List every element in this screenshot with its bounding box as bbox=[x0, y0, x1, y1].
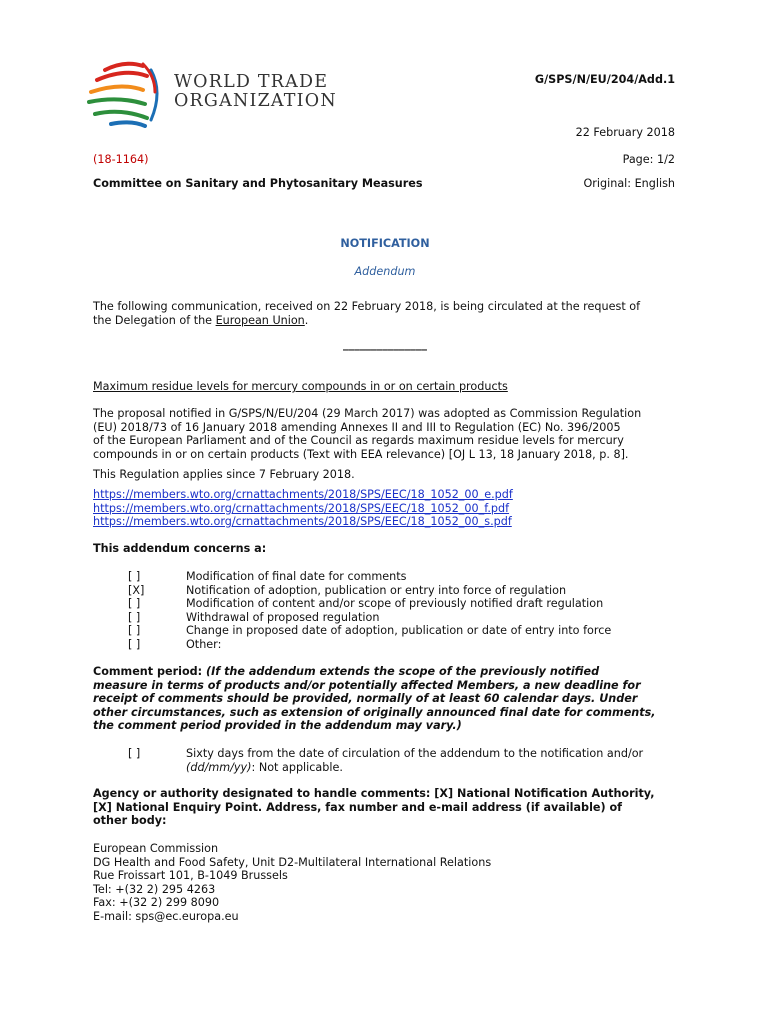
link-spanish-pdf[interactable]: https://members.wto.org/crnattachments/2018/SPS/EEC/18_1052_00_s.pdf bbox=[93, 515, 512, 528]
address-line: Fax: +(32 2) 299 8090 bbox=[93, 896, 220, 909]
delegation-name: European Union bbox=[215, 313, 305, 327]
checkbox[interactable]: [ ] bbox=[128, 597, 141, 610]
option-label: Modification of content and/or scope of previously notified draft regulation bbox=[186, 597, 604, 610]
checkbox[interactable]: [ ] bbox=[128, 624, 141, 637]
option-label: Other: bbox=[186, 637, 222, 651]
paragraph-line: compounds in or on certain products (Text with EEA relevance) [OJ L 13, 18 January 2018, p. 8]. bbox=[93, 447, 629, 461]
comment-period-line: receipt of comments should be provided, normally of at least 60 calendar days. Under bbox=[93, 692, 638, 705]
option-label: Notification of adoption, publication or entry into force of regulation bbox=[186, 583, 567, 597]
addendum-option bbox=[128, 584, 688, 598]
doc-symbol: G/SPS/N/EU/204/Add.1 bbox=[534, 73, 675, 86]
page-title: NOTIFICATION bbox=[340, 237, 430, 250]
addendum-heading: This addendum concerns a: bbox=[93, 542, 267, 555]
logo-line-2: ORGANIZATION bbox=[174, 91, 337, 111]
addendum-option bbox=[128, 570, 688, 584]
option-label: Modification of final date for comments bbox=[186, 570, 407, 583]
doc-date: 22 February 2018 bbox=[575, 126, 675, 139]
address-line: E-mail: sps@ec.europa.eu bbox=[93, 909, 239, 923]
addendum-option bbox=[128, 624, 688, 638]
comment-period-line: Comment period: (If the addendum extends the scope of the previously notified bbox=[93, 665, 600, 678]
checkbox[interactable]: [ ] bbox=[128, 747, 141, 760]
checkbox[interactable]: [ ] bbox=[128, 570, 141, 583]
subject-heading: Maximum residue levels for mercury compounds in or on certain products bbox=[93, 380, 508, 393]
paragraph-line: (EU) 2018/73 of 16 January 2018 amending Annexes II and III to Regulation (EC) No. 396/2005 bbox=[93, 420, 621, 434]
option-label: Withdrawal of proposed regulation bbox=[186, 610, 380, 624]
applies-since: This Regulation applies since 7 February 2018. bbox=[93, 468, 355, 481]
comment-option-line: (dd/mm/yy): Not applicable. bbox=[186, 760, 343, 774]
addendum-options bbox=[128, 570, 688, 652]
address-line: Tel: +(32 2) 295 4263 bbox=[93, 882, 216, 896]
wto-logo-icon bbox=[85, 56, 167, 128]
link-english-pdf[interactable]: https://members.wto.org/crnattachments/2018/SPS/EEC/18_1052_00_e.pdf bbox=[93, 488, 513, 501]
intro-line: the Delegation of the European Union. bbox=[93, 313, 309, 327]
doc-reference: (18-1164) bbox=[93, 153, 149, 166]
comment-period-line: the comment period provided in the addendum may vary.) bbox=[93, 719, 462, 732]
agency-address bbox=[93, 842, 491, 923]
comment-period-label: Comment period: bbox=[93, 665, 207, 678]
date-format: (dd/mm/yy) bbox=[186, 760, 252, 774]
address-line: DG Health and Food Safety, Unit D2-Multilateral International Relations bbox=[93, 855, 492, 869]
paragraph-line: of the European Parliament and of the Council as regards maximum residue levels for mercury bbox=[93, 434, 624, 447]
comment-period-line: other circumstances, such as extension of originally announced final date for comments, bbox=[93, 705, 656, 719]
paragraph-line: The proposal notified in G/SPS/N/EU/204 (29 March 2017) was adopted as Commission Regulation bbox=[93, 407, 642, 420]
addendum-option bbox=[128, 638, 688, 652]
intro-line: The following communication, received on 22 February 2018, is being circulated at the request of bbox=[93, 300, 641, 313]
logo-line-1: WORLD TRADE bbox=[174, 72, 329, 92]
address-line: European Commission bbox=[93, 842, 219, 855]
separator-line: _______________ bbox=[343, 338, 427, 351]
agency-line: other body: bbox=[93, 814, 167, 827]
document-links bbox=[93, 488, 513, 529]
checkbox[interactable]: [ ] bbox=[128, 637, 141, 651]
addendum-option bbox=[128, 611, 688, 625]
original-language: Original: English bbox=[583, 177, 675, 190]
committee-name: Committee on Sanitary and Phytosanitary Measures bbox=[93, 177, 423, 190]
agency-heading bbox=[93, 787, 677, 828]
agency-line: Agency or authority designated to handle comments: [X] National Notification Authority, bbox=[93, 787, 655, 800]
wto-logo-text bbox=[174, 73, 337, 111]
address-line: Rue Froissart 101, B-1049 Brussels bbox=[93, 869, 288, 882]
checkbox[interactable]: [X] bbox=[128, 583, 145, 597]
page-number: Page: 1/2 bbox=[622, 153, 675, 166]
link-french-pdf[interactable]: https://members.wto.org/crnattachments/2018/SPS/EEC/18_1052_00_f.pdf bbox=[93, 501, 510, 515]
comment-period-section bbox=[93, 665, 677, 733]
checkbox[interactable]: [ ] bbox=[128, 610, 141, 624]
agency-line: [X] National Enquiry Point. Address, fax number and e-mail address (if available) of bbox=[93, 800, 623, 814]
page-subtitle: Addendum bbox=[354, 265, 416, 278]
comment-option-line: Sixty days from the date of circulation of the addendum to the notification and/or bbox=[186, 747, 644, 760]
adoption-paragraph bbox=[93, 407, 677, 461]
option-label: Change in proposed date of adoption, publication or date of entry into force bbox=[186, 624, 612, 637]
intro-paragraph bbox=[93, 300, 677, 327]
comment-period-line: measure in terms of products and/or potentially affected Members, a new deadline for bbox=[93, 678, 641, 692]
addendum-option bbox=[128, 597, 688, 611]
